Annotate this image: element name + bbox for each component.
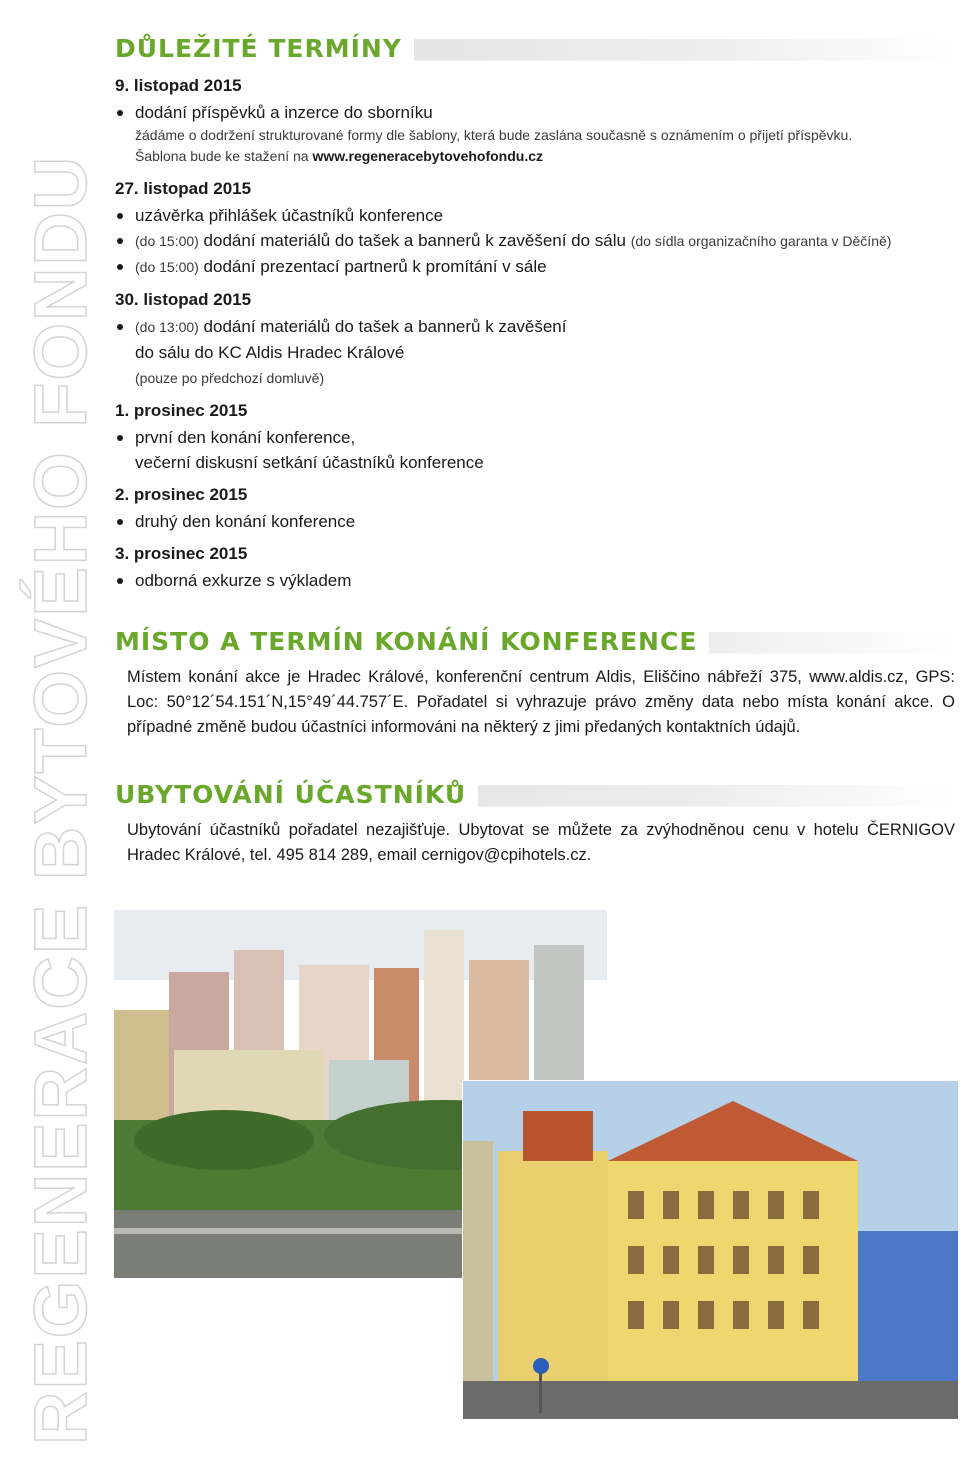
list-item: odborná exkurze s výkladem: [115, 568, 955, 593]
term-note: žádáme o dodržení strukturované formy dle šablony, která bude zaslána současně s oznámením o přijetí příspěvku.: [135, 127, 853, 143]
list-item: (do 13:00) dodání materiálů do tašek a bannerů k zavěšení do sálu do KC Aldis Hradec Králové (pouze po předchozí domluvě): [115, 314, 955, 391]
term-date: 1. prosinec 2015: [115, 401, 248, 420]
list-item: (do 15:00) dodání materiálů do tašek a bannerů k zavěšení do sálu (do sídla organizačního garanta v Děčíně): [115, 228, 955, 254]
term-date: 2. prosinec 2015: [115, 485, 248, 504]
term-date: 3. prosinec 2015: [115, 544, 248, 563]
venue-paragraph: Místem konání akce je Hradec Králové, konferenční centrum Aldis, Eliščino nábřeží 375, www.aldis.cz, GPS: Loc: 50°12´54.151´N,15°49´44.757´E. Pořadatel si vyhrazuje právo změny data nebo místa konání akce. O případné změně budou účastníci informováni na některý z jimi předaných kontaktních údajů.: [127, 668, 955, 736]
photo-hotel-building: [462, 1080, 959, 1420]
list-item: uzávěrka přihlášek účastníků konference: [115, 203, 955, 228]
accommodation-paragraph: Ubytování účastníků pořadatel nezajišťuje. Ubytovat se můžete za zvýhodněnou cenu v hotelu ČERNIGOV Hradec Králové, tel. 495 814 289, email cernigov@cpihotels.cz.: [127, 821, 955, 864]
term-group-5: [115, 485, 955, 534]
section-heading-terms: DŮLEŽITÉ TERMÍNY: [115, 30, 955, 66]
section-heading-venue: MÍSTO A TERMÍN KONÁNÍ KONFERENCE: [115, 623, 955, 659]
term-group-6: [115, 544, 955, 593]
term-date: 9. listopad 2015: [115, 76, 242, 95]
list-item: druhý den konání konference: [115, 509, 955, 534]
section-heading-accommodation: UBYTOVÁNÍ ÚČASTNÍKŮ: [115, 776, 955, 812]
term-note-template: Šablona bude ke stažení na www.regeneracebytovehofondu.cz: [135, 148, 543, 164]
list-item: dodání příspěvků a inzerce do sborníku: [115, 100, 955, 125]
list-item: (do 15:00) dodání prezentací partnerů k promítání v sále: [115, 254, 955, 280]
list-item: první den konání konference, večerní diskusní setkání účastníků konference: [115, 425, 955, 475]
side-title-watermark: REGENERACE BYTOVÉHO FONDU: [19, 154, 102, 1445]
term-group-3: [115, 290, 955, 391]
term-group-2: [115, 179, 955, 280]
term-date: 30. listopad 2015: [115, 290, 252, 309]
main-content: [115, 30, 955, 868]
hotel-building-illustration: [463, 1081, 958, 1419]
term-group-1: [115, 76, 955, 167]
term-group-4: [115, 401, 955, 475]
term-date: 27. listopad 2015: [115, 179, 252, 198]
website-link[interactable]: www.regeneracebytovehofondu.cz: [312, 148, 543, 164]
